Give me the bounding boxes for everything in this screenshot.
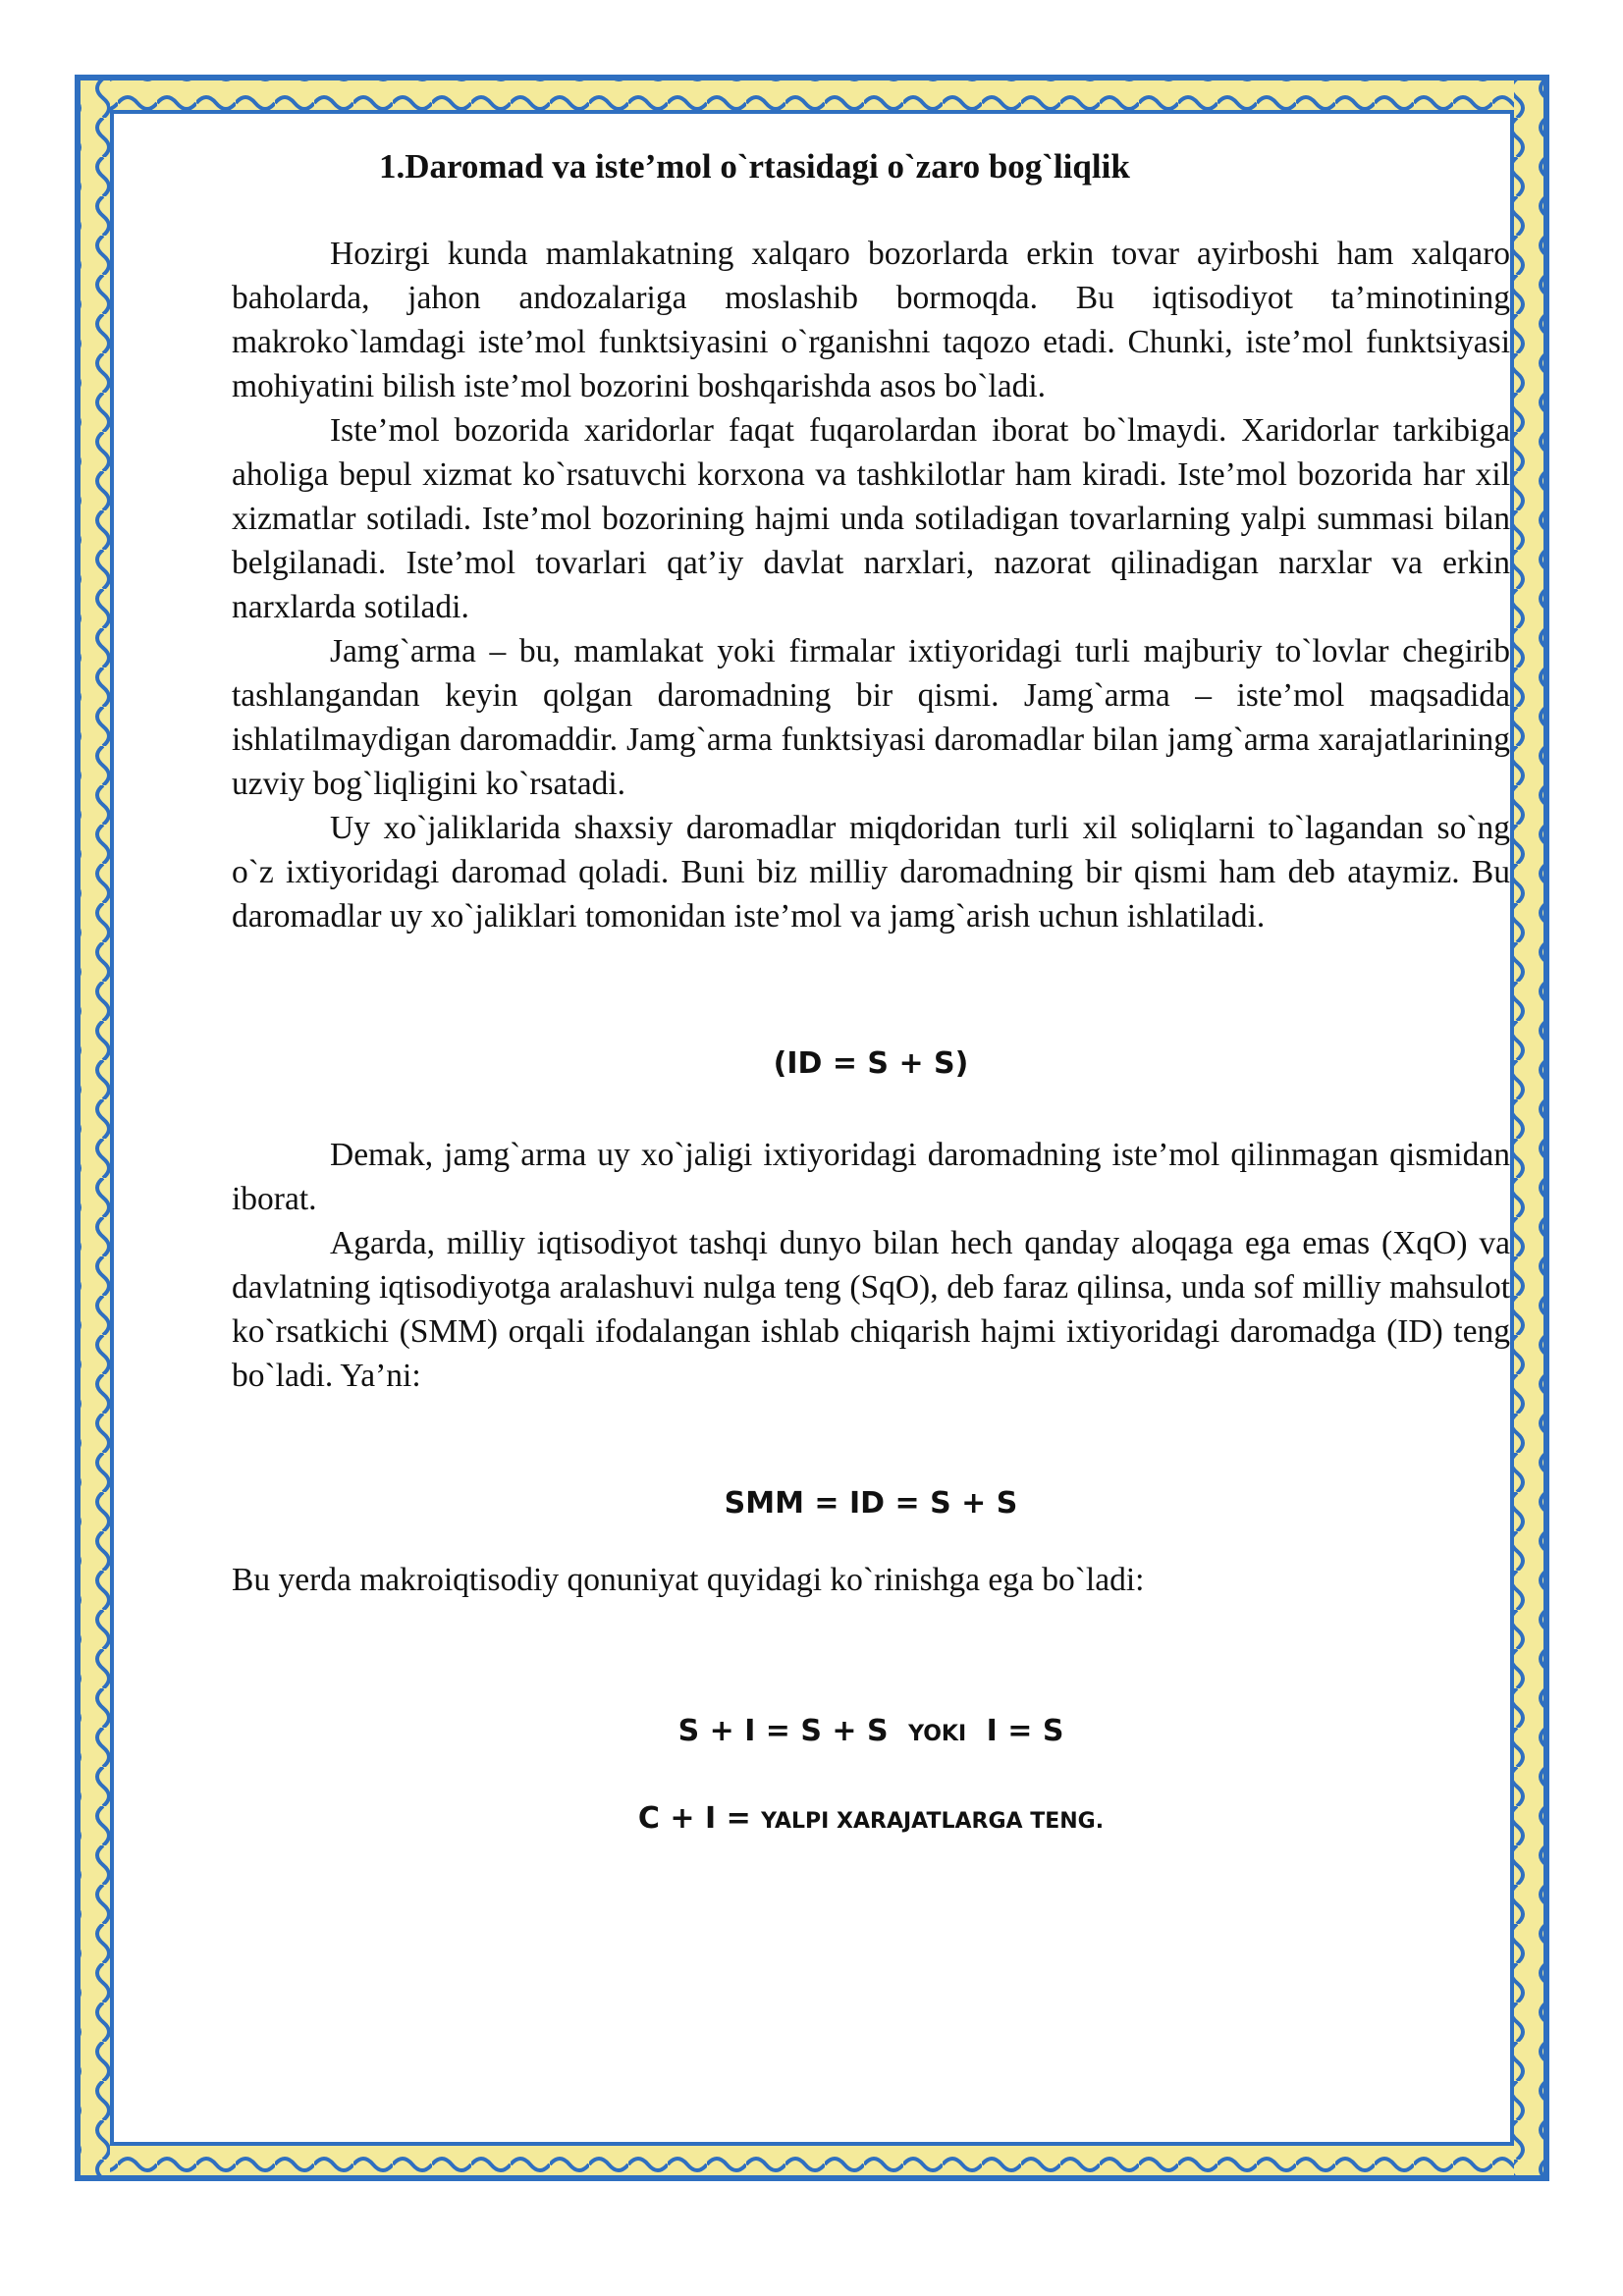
formula-investment-right: I = S xyxy=(986,1714,1064,1748)
formula-investment-or: YOKI xyxy=(908,1722,967,1746)
paragraph-3: Jamg`arma – bu, mamlakat yoki firmalar ixtiyoridagi turli majburiy to`lovlar chegirib tashlangandan keyin qolgan daromadning bir qismi. Jamg`arma – iste’mol maqsadida ishlatilmaydigan daromaddir. Jamg`arma funktsiyasi daromadlar bilan jamg`arma xarajatlarining uzviy bog`liqligini ko`rsatadi. xyxy=(232,633,1510,802)
formula-total-right: YALPI XARAJATLARGA TENG. xyxy=(761,1809,1105,1834)
formula-investment-left: S + I = S + S xyxy=(677,1714,889,1748)
paragraph-5: Demak, jamg`arma uy xo`jaligi ixtiyoridagi daromadning iste’mol qilinmagan qismidan iborat. xyxy=(232,1137,1510,1217)
paragraph-2: Iste’mol bozorida xaridorlar faqat fuqarolardan iborat bo`lmaydi. Xaridorlar tarkibiga aholiga bepul xizmat ko`rsatuvchi korxona va tashkilotlar ham kiradi. Iste’mol bozorida har xil xizmatlar sotiladi. Iste’mol bozorining hajmi unda sotiladigan tovarlarning yalpi summasi bilan belgilanadi. Iste’mol tovarlari qat’iy davlat narxlari, nazorat qilinadigan narxlar va erkin narxlarda sotiladi. xyxy=(232,412,1510,625)
formula-total-left: C + I = xyxy=(637,1801,751,1836)
paragraph-4: Uy xo`jaliklarida shaxsiy daromadlar miqdoridan turli xil soliqlarni to`lagandan so`ng o`z ixtiyoridagi daromad qoladi. Buni biz milliy daromadning bir qismi ham deb ataymiz. Bu daromadlar uy xo`jaliklari tomonidan iste’mol va jamg`arish uchun ishlatiladi. xyxy=(232,810,1510,934)
formula-id: (ID = S + S) xyxy=(773,1046,969,1081)
paragraph-6: Agarda, milliy iqtisodiyot tashqi dunyo bilan hech qanday aloqaga ega emas (XqO) va davlatning iqtisodiyotga aralashuvi nulga teng (SqO), deb faraz qilinsa, unda sof milliy mahsulot ko`rsatkichi (SMM) orqali ifodalangan ishlab chiqarish hajmi ixtiyoridagi daromadga (ID) teng bo`ladi. Ya’ni: xyxy=(232,1225,1510,1394)
formula-smm: SMM = ID = S + S xyxy=(724,1486,1018,1521)
document-title: 1.Daromad va iste’mol o`rtasidagi o`zaro bog`liqlik xyxy=(379,147,1130,186)
formula-investment xyxy=(232,1712,1510,1754)
formula-total-expenses xyxy=(232,1799,1510,1842)
paragraph-1: Hozirgi kunda mamlakatning xalqaro bozorlarda erkin tovar ayirboshi ham xalqaro baholarda, jahon andozalariga moslashib bormoqda. Bu iqtisodiyot ta’minotining makroko`lamdagi iste’mol funktsiyasini o`rganishni taqozo etadi. Chunki, iste’mol funktsiyasi mohiyatini bilish iste’mol bozorini boshqarishda asos bo`ladi. xyxy=(232,236,1510,404)
paragraph-7: Bu yerda makroiqtisodiy qonuniyat quyidagi ko`rinishga ega bo`ladi: xyxy=(232,1562,1145,1598)
document-body xyxy=(232,147,1510,1842)
